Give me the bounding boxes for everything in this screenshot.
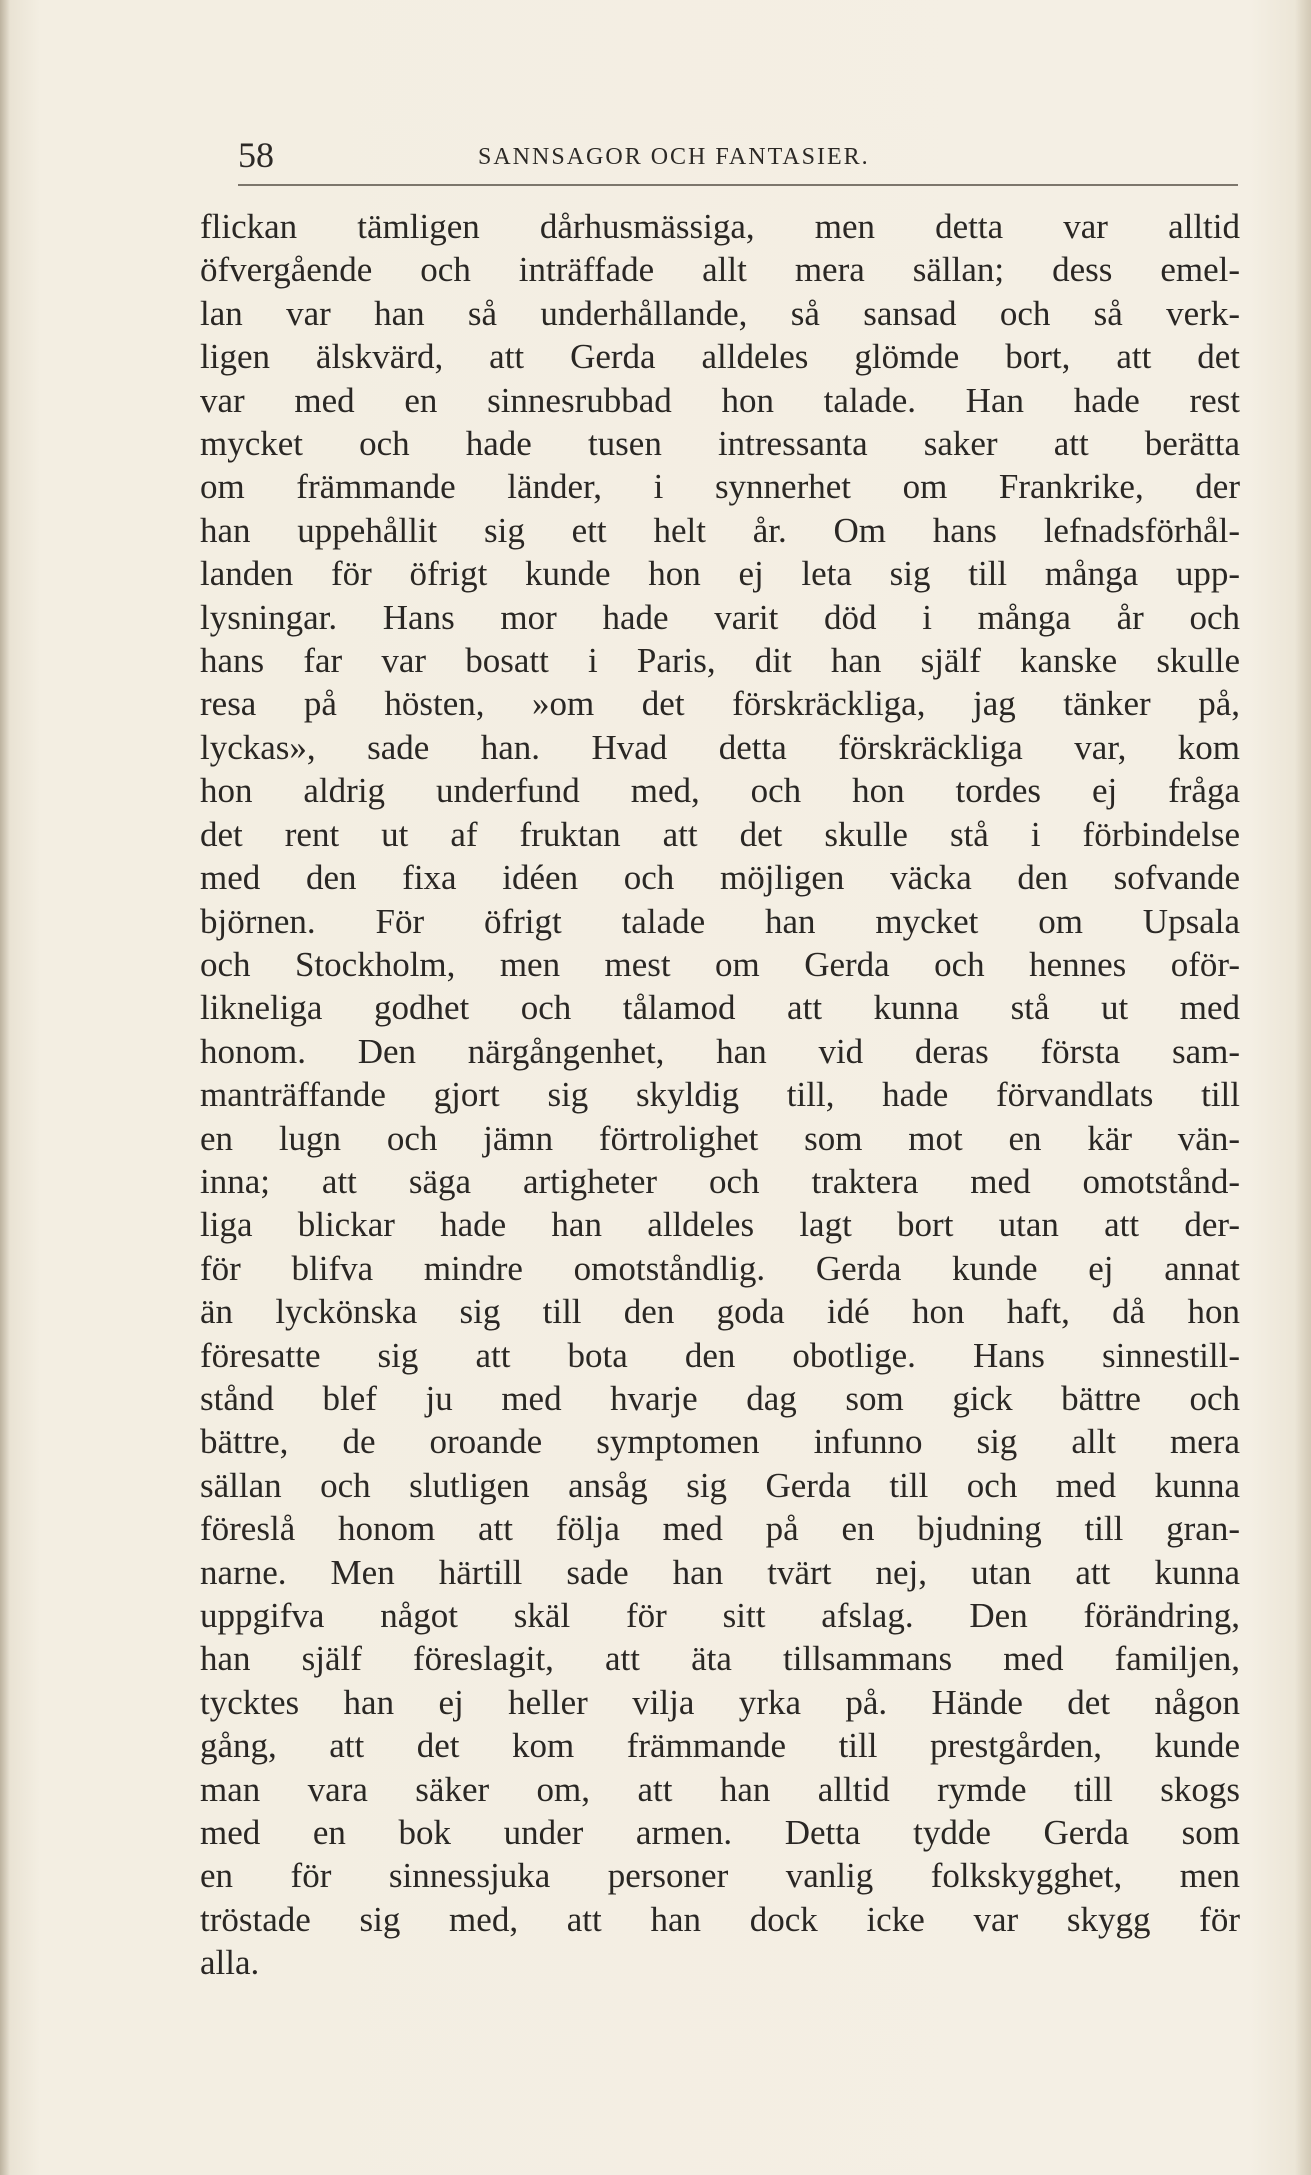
page-right-edge-shadow xyxy=(1295,0,1311,2175)
text-line: mycket och hade tusen intressanta saker att berätta xyxy=(200,424,1240,464)
body-text xyxy=(200,205,1240,1985)
text-line: resa på hösten, »om det förskräckliga, jag tänker på, xyxy=(200,684,1240,724)
text-line: om främmande länder, i synnerhet om Frankrike, der xyxy=(200,467,1240,507)
text-line: var med en sinnesrubbad hon talade. Han hade rest xyxy=(200,380,1240,420)
text-line: gång, att det kom främmande till prestgården, kunde xyxy=(200,1726,1240,1766)
text-line: med en bok under armen. Detta tydde Gerda som xyxy=(200,1813,1240,1853)
text-line: han själf föreslagit, att äta tillsammans med familjen, xyxy=(200,1639,1240,1679)
text-line: tröstade sig med, att han dock icke var skygg för xyxy=(200,1899,1240,1939)
running-title: SANNSAGOR OCH FANTASIER. xyxy=(478,144,870,170)
header-rule xyxy=(238,184,1238,186)
text-line: landen för öfrigt kunde hon ej leta sig till många upp- xyxy=(200,554,1240,594)
text-line: narne. Men härtill sade han tvärt nej, utan att kunna xyxy=(200,1552,1240,1592)
text-line: än lyckönska sig till den goda idé hon haft, då hon xyxy=(200,1292,1240,1332)
text-line: tycktes han ej heller vilja yrka på. Hände det någon xyxy=(200,1682,1240,1722)
text-line: för blifva mindre omotståndlig. Gerda kunde ej annat xyxy=(200,1248,1240,1288)
text-line: bättre, de oroande symptomen infunno sig allt mera xyxy=(200,1422,1240,1462)
page-left-edge-shadow xyxy=(0,0,10,2175)
text-line: lan var han så underhållande, så sansad och så verk- xyxy=(200,293,1240,333)
text-line: alla. xyxy=(200,1943,260,1983)
text-line: föresatte sig att bota den obotlige. Hans sinnestill- xyxy=(200,1335,1240,1375)
text-line: inna; att säga artigheter och traktera med omotstånd- xyxy=(200,1161,1240,1201)
text-line: sällan och slutligen ansåg sig Gerda till och med kunna xyxy=(200,1465,1240,1505)
text-line: med den fixa idéen och möjligen väcka den sofvande xyxy=(200,858,1240,898)
text-line: honom. Den närgångenhet, han vid deras första sam- xyxy=(200,1031,1240,1071)
text-line: flickan tämligen dårhusmässiga, men detta var alltid xyxy=(200,207,1240,246)
page-number: 58 xyxy=(238,135,274,175)
text-line: föreslå honom att följa med på en bjudning till gran- xyxy=(200,1509,1240,1549)
text-line: liga blickar hade han alldeles lagt bort utan att der- xyxy=(200,1205,1240,1245)
text-line: ligen älskvärd, att Gerda alldeles glömde bort, att det xyxy=(200,337,1240,377)
text-line: björnen. För öfrigt talade han mycket om Upsala xyxy=(200,901,1240,941)
text-line: hans far var bosatt i Paris, dit han själf kanske skulle xyxy=(200,641,1240,681)
text-line: manträffande gjort sig skyldig till, hade förvandlats till xyxy=(200,1075,1240,1115)
text-line: han uppehållit sig ett helt år. Om hans lefnadsförhål- xyxy=(200,510,1240,550)
text-line: och Stockholm, men mest om Gerda och hennes oför- xyxy=(200,944,1240,984)
text-line: uppgifva något skäl för sitt afslag. Den förändring, xyxy=(200,1596,1240,1635)
text-line: lysningar. Hans mor hade varit död i många år och xyxy=(200,597,1240,637)
text-line: det rent ut af fruktan att det skulle stå i förbindelse xyxy=(200,814,1240,854)
text-line: man vara säker om, att han alltid rymde till skogs xyxy=(200,1769,1240,1809)
text-line: hon aldrig underfund med, och hon tordes ej fråga xyxy=(200,771,1240,811)
text-line: likneliga godhet och tålamod att kunna stå ut med xyxy=(200,988,1240,1028)
text-line: lyckas», sade han. Hvad detta förskräckliga var, kom xyxy=(200,727,1240,767)
text-line: stånd blef ju med hvarje dag som gick bättre och xyxy=(200,1378,1240,1418)
text-line: en för sinnessjuka personer vanlig folkskygghet, men xyxy=(200,1856,1240,1896)
text-line: en lugn och jämn förtrolighet som mot en kär vän- xyxy=(200,1118,1240,1158)
page-header xyxy=(238,134,1238,184)
text-line: öfvergående och inträffade allt mera sällan; dess emel- xyxy=(200,250,1240,290)
